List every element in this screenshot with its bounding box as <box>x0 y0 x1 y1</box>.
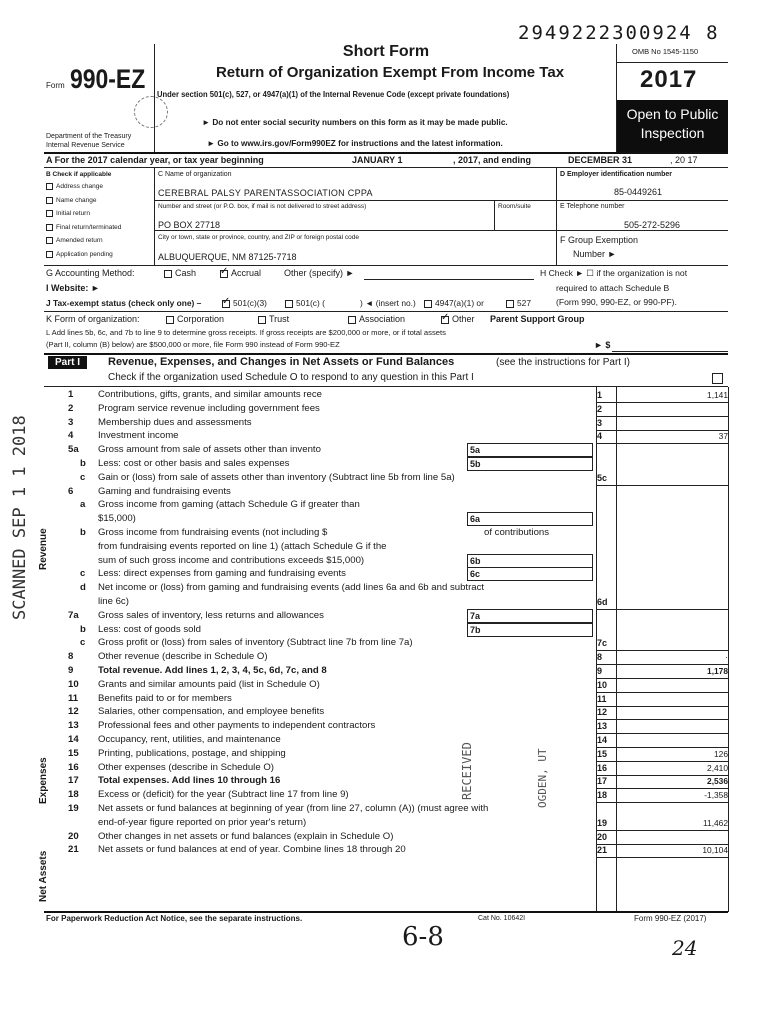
501c3-label: 501(c)(3) <box>233 298 267 308</box>
line-number: 5a <box>68 444 79 456</box>
line-amount[interactable]: 10,104 <box>702 845 728 856</box>
check-applicable-label: Address change <box>56 183 103 191</box>
line-sub: c <box>80 471 86 483</box>
street-value: PO BOX 27718 <box>158 220 221 230</box>
irs-label: Internal Revenue Service <box>46 142 125 149</box>
line-number: 17 <box>68 775 79 787</box>
checkbox-icon <box>46 197 53 204</box>
part1-line <box>0 692 770 706</box>
line-number: 19 <box>68 803 79 814</box>
mid-box-label: 6a <box>470 514 481 525</box>
line-box-number: 4 <box>597 431 603 442</box>
line-k-label: K Form of organization: <box>46 314 140 324</box>
irs-seal-icon <box>134 96 168 128</box>
line-number: 14 <box>68 734 79 745</box>
line-description: Less: cost of goods sold <box>98 623 201 635</box>
part1-line <box>0 498 770 512</box>
line-amount[interactable]: 126 <box>714 748 728 759</box>
4947-checkbox[interactable] <box>424 298 484 308</box>
part1-line <box>0 664 770 678</box>
line-description: Less: cost or other basis and sales expenses <box>98 458 290 469</box>
checkbox-icon <box>46 183 53 190</box>
line-sub: c <box>80 568 86 580</box>
line-number: 13 <box>68 720 79 732</box>
form-prefix: Form <box>46 81 65 90</box>
part1-line <box>0 788 770 802</box>
line-description: Membership dues and assessments <box>98 416 252 428</box>
line-description: Printing, publications, postage, and shipping <box>98 747 286 759</box>
line-amount[interactable]: 11,462 <box>703 817 728 828</box>
form-under: Under section 501(c), 527, or 4947(a)(1) of the Internal Revenue Code (except private foundations) <box>157 90 510 99</box>
line-box-number: 14 <box>597 735 608 745</box>
line-box-number: 13 <box>597 721 608 732</box>
line-number: 6 <box>68 485 74 497</box>
part1-line <box>0 733 770 747</box>
part1-line <box>0 843 770 857</box>
ein-value: 85-0449261 <box>614 187 663 197</box>
line-number: 3 <box>68 416 74 428</box>
line-description: Other expenses (describe in Schedule O) <box>98 761 274 773</box>
group-exemption-label: F Group Exemption <box>560 235 639 245</box>
mid-amount-box[interactable] <box>467 512 593 526</box>
line-l-arrow: ► $ <box>594 340 611 350</box>
part1-line <box>0 457 770 471</box>
part1-line <box>0 830 770 844</box>
phone-value: 505-272-5296 <box>624 220 681 230</box>
check-applicable-item[interactable] <box>46 183 103 190</box>
line-box-number: 20 <box>597 831 608 842</box>
part1-line <box>0 471 770 485</box>
line-description: Gross income from gaming (attach Schedule G if greater than <box>98 499 360 511</box>
part1-line <box>0 747 770 761</box>
part1-line <box>0 761 770 775</box>
line-description: Excess or (deficit) for the year (Subtract line 17 from line 9) <box>98 789 349 801</box>
part1-line <box>0 650 770 664</box>
line-description: Grants and similar amounts paid (list in Schedule O) <box>98 678 320 690</box>
line-j-label: J Tax-exempt status (check only one) – <box>46 298 202 308</box>
part1-line <box>0 443 770 457</box>
part1-line <box>0 595 770 609</box>
line-number: 18 <box>68 789 79 801</box>
line-number: 15 <box>68 747 79 759</box>
line-number: 4 <box>68 430 74 442</box>
501c-label: 501(c) ( <box>296 298 325 308</box>
line-a-begin: JANUARY 1 <box>352 155 403 165</box>
line-a-mid: , 2017, and ending <box>453 155 532 165</box>
mid-box-label: 7a <box>470 610 481 621</box>
scanned-stamp: SCANNED SEP 1 1 2018 <box>10 415 30 620</box>
part1-line <box>0 623 770 637</box>
handwritten-page: 24 <box>672 936 698 960</box>
501c-checkbox[interactable] <box>285 298 325 308</box>
inspection: Inspection <box>640 125 705 141</box>
part1-line <box>0 636 770 650</box>
line-description: Investment income <box>98 430 179 442</box>
footer-cat: Cat No. 10642I <box>478 915 526 922</box>
part1-line <box>0 512 770 526</box>
line-l-2: (Part II, column (B) below) are $500,000 or more, file Form 990 instead of Form 990-EZ <box>46 340 340 349</box>
line-box-number: 7c <box>597 638 608 649</box>
line-box-number: 1 <box>597 390 603 400</box>
line-sub: a <box>80 499 86 511</box>
line-h-2: required to attach Schedule B <box>556 283 670 293</box>
mid-amount-box[interactable] <box>467 623 593 637</box>
schedule-o-checkbox[interactable] <box>712 373 723 384</box>
line-number: 7a <box>68 609 79 621</box>
part1-line <box>0 388 770 402</box>
department-label: Department of the Treasury <box>46 133 132 140</box>
line-description: Contributions, gifts, grants, and similar amounts rece <box>98 389 322 400</box>
line-box-number: 2 <box>597 403 603 414</box>
checkbox-icon <box>46 251 53 258</box>
checkbox-icon <box>46 237 53 244</box>
group-number-label: Number ► <box>573 249 617 259</box>
part1-tag: Part I <box>48 356 87 369</box>
street-label: Number and street (or P.O. box, if mail is not delivered to street address) <box>158 203 367 210</box>
check-applicable-label: Application pending <box>56 250 113 258</box>
line-box-number: 10 <box>597 679 608 690</box>
city-label: City or town, state or province, country, and ZIP or foreign postal code <box>158 234 359 241</box>
527-checkbox[interactable] <box>506 298 531 308</box>
line-description: Benefits paid to or for members <box>98 692 232 704</box>
org-name: CEREBRAL PALSY PARENTASSOCIATION CPPA <box>158 188 373 198</box>
mid-amount-box[interactable] <box>467 457 593 471</box>
mid-box-label: 7b <box>470 624 481 635</box>
line-box-number: 8 <box>597 652 603 663</box>
line-description: Salaries, other compensation, and employee benefits <box>98 706 325 718</box>
501c3-checkbox[interactable] <box>222 298 267 308</box>
form-subtitle: Return of Organization Exempt From Income Tax <box>215 64 565 81</box>
ogden-stamp: OGDEN, UT <box>536 748 549 808</box>
line-amount[interactable]: 2,536 <box>707 776 728 787</box>
line-number: 9 <box>68 665 74 676</box>
corp-checkbox[interactable] <box>166 314 224 324</box>
line-amount[interactable]: · <box>725 652 728 663</box>
mid-box-label: 5b <box>470 459 481 469</box>
line-box-number: 21 <box>597 845 608 856</box>
part1-line <box>0 774 770 788</box>
line-sub: b <box>80 527 86 538</box>
line-description: Net assets or fund balances at end of year. Combine lines 18 through 20 <box>98 844 406 856</box>
line-description: line 6c) <box>98 596 129 607</box>
line-h-1: H Check ► ☐ if the organization is not <box>540 268 688 278</box>
line-box-number: 18 <box>597 790 608 801</box>
city-value: ALBUQUERQUE, NM 87125-7718 <box>158 252 297 262</box>
line-box-number: 17 <box>597 776 608 787</box>
line-amount[interactable]: 2,410 <box>707 762 728 773</box>
check-applicable-item[interactable] <box>46 251 113 258</box>
line-number: 20 <box>68 830 79 842</box>
other-method-label: Other (specify) ► <box>284 268 355 278</box>
accrual-label: Accrual <box>231 268 262 278</box>
line-description: Program service revenue including government fees <box>98 402 320 414</box>
part1-line <box>0 402 770 416</box>
part1-line <box>0 567 770 581</box>
phone-label: E Telephone number <box>560 203 625 210</box>
part1-line <box>0 802 770 816</box>
form-number: 990-EZ <box>70 64 146 94</box>
line-g-label: G Accounting Method: <box>46 268 135 278</box>
checkbox-icon <box>46 224 53 231</box>
part1-line <box>0 429 770 443</box>
check-applicable-title: B Check if applicable <box>46 171 112 178</box>
line-description: end-of-year figure reported on prior year's return) <box>98 816 307 828</box>
check-applicable-label: Final return/terminated <box>56 223 122 231</box>
line-number: 1 <box>68 389 74 400</box>
assoc-checkbox[interactable] <box>348 314 405 324</box>
website-label: I Website: ► <box>46 283 100 293</box>
trust-checkbox[interactable] <box>258 314 289 324</box>
mid-box-label: 6b <box>470 555 481 566</box>
line-a-end: DECEMBER 31 <box>568 155 633 165</box>
part1-title-tail: (see the instructions for Part I) <box>496 357 630 368</box>
mid-box-label: 6c <box>470 569 481 580</box>
cash-label: Cash <box>175 268 197 278</box>
part1-line <box>0 554 770 568</box>
other-org-label: Other <box>452 314 475 324</box>
line-box-number: 9 <box>597 666 603 676</box>
goto-notice: ► Go to www.irs.gov/Form990EZ for instructions and the latest information. <box>207 139 503 148</box>
line-number: 21 <box>68 844 79 856</box>
line-a-label: A For the 2017 calendar year, or tax year beginning <box>46 155 264 165</box>
accrual-checkbox[interactable] <box>220 268 261 278</box>
side-net-assets-label: Net Assets <box>38 850 49 902</box>
line-description: Other changes in net assets or fund balances (explain in Schedule O) <box>98 830 394 842</box>
line-sub: b <box>80 458 86 469</box>
line-box-number: 12 <box>597 707 608 718</box>
mid-amount-box[interactable] <box>467 443 593 457</box>
line-description: Net assets or fund balances at beginning of year (from line 27, column (A)) (must agree with <box>98 803 489 814</box>
org-name-label: C Name of organization <box>158 171 232 178</box>
line-sub: d <box>80 582 86 594</box>
part1-line <box>0 416 770 430</box>
line-amount[interactable]: 1,178 <box>707 666 728 676</box>
room-label: Room/suite <box>498 203 531 210</box>
mid-amount-box[interactable] <box>467 554 593 568</box>
check-applicable-item[interactable] <box>46 224 121 231</box>
line-description: Less: direct expenses from gaming and fundraising events <box>98 568 346 580</box>
check-applicable-item[interactable] <box>46 197 96 204</box>
form-title: Short Form <box>342 43 430 60</box>
line-box-number: 11 <box>597 693 607 704</box>
omb-number: OMB No 1545-1150 <box>632 47 699 56</box>
line-description: Total expenses. Add lines 10 through 16 <box>98 775 281 787</box>
line-box-number: 15 <box>597 748 608 759</box>
line-description: Occupancy, rent, utilities, and maintenance <box>98 734 281 745</box>
line-description: Gross profit or (loss) from sales of inventory (Subtract line 7b from line 7a) <box>98 637 413 649</box>
line-description: from fundraising events reported on line 1) (attach Schedule G if the <box>98 540 387 552</box>
part1-title: Revenue, Expenses, and Changes in Net Assets or Fund Balances <box>108 356 455 368</box>
insert-no-label: ) ◄ (insert no.) <box>360 298 416 308</box>
line-sub: c <box>80 637 86 649</box>
check-applicable-label: Name change <box>56 196 97 204</box>
line-number: 12 <box>68 706 79 718</box>
handwritten-note: 6-8 <box>402 922 444 952</box>
line-description-tail: of contributions <box>484 527 550 538</box>
line-description: Gaming and fundraising events <box>98 485 231 497</box>
part1-line <box>0 816 770 830</box>
line-amount[interactable]: 37 <box>718 431 728 442</box>
line-description: Gross amount from sale of assets other than invento <box>98 444 321 456</box>
check-applicable-item[interactable] <box>46 210 90 217</box>
part1-line <box>0 719 770 733</box>
line-description: $15,000) <box>98 513 136 525</box>
assoc-label: Association <box>359 314 406 324</box>
line-number: 11 <box>68 692 79 704</box>
part1-line <box>0 678 770 692</box>
trust-label: Trust <box>269 314 290 324</box>
received-stamp: RECEIVED <box>460 742 474 800</box>
other-org-value: Parent Support Group <box>490 314 585 324</box>
check-applicable-label: Initial return <box>56 210 90 218</box>
527-label: 527 <box>517 298 531 308</box>
line-description: sum of such gross income and contributions exceeds $15,000) <box>98 554 365 566</box>
mid-box-label: 5a <box>470 445 481 456</box>
check-applicable-label: Amended return <box>56 237 103 245</box>
line-amount[interactable]: 1,141 <box>707 390 728 400</box>
ssn-notice: ► Do not enter social security numbers on this form as it may be made public. <box>202 118 508 127</box>
line-number: 10 <box>68 678 79 690</box>
mid-amount-box[interactable] <box>467 567 593 581</box>
checkbox-icon <box>46 210 53 217</box>
cash-checkbox[interactable] <box>164 268 196 278</box>
side-expenses-label: Expenses <box>38 757 49 804</box>
part1-line <box>0 485 770 499</box>
line-sub: b <box>80 623 86 635</box>
part1-line <box>0 609 770 623</box>
line-description: Gain or (loss) from sale of assets other than inventory (Subtract line 5b from line 5a) <box>98 471 455 483</box>
line-a-tail: , 20 17 <box>670 155 698 165</box>
dln-number: 2949222300924 8 <box>518 22 720 44</box>
other-org-checkbox[interactable] <box>441 314 475 324</box>
line-description: Gross income from fundraising events (not including $ <box>98 527 328 538</box>
part1-line <box>0 526 770 540</box>
line-number: 16 <box>68 761 79 773</box>
ein-label: D Employer identification number <box>560 171 673 178</box>
mid-amount-box[interactable] <box>467 609 593 623</box>
check-applicable-item[interactable] <box>46 237 103 244</box>
part1-line <box>0 581 770 595</box>
footer-form: Form 990-EZ (2017) <box>634 914 707 923</box>
line-l-1: L Add lines 5b, 6c, and 7b to line 9 to determine gross receipts. If gross receipts are $200,000 or more, or if total assets <box>46 328 446 337</box>
open-to-public: Open to Public <box>626 106 719 122</box>
part1-line <box>0 540 770 554</box>
line-description: Other revenue (describe in Schedule O) <box>98 651 268 663</box>
line-description: Professional fees and other payments to independent contractors <box>98 720 376 732</box>
line-box-number: 19 <box>597 817 608 828</box>
corp-label: Corporation <box>177 314 225 324</box>
line-description: Net income or (loss) from gaming and fundraising events (add lines 6a and 6b and subtract <box>98 582 485 594</box>
line-h-3: (Form 990, 990-EZ, or 990-PF). <box>556 297 677 307</box>
tax-year: 2017 <box>640 66 698 93</box>
part1-line <box>0 705 770 719</box>
line-box-number: 5c <box>597 472 608 483</box>
line-box-number: 16 <box>597 762 608 773</box>
footer-paperwork: For Paperwork Reduction Act Notice, see the separate instructions. <box>46 914 303 923</box>
line-number: 8 <box>68 651 74 663</box>
part1-check-text: Check if the organization used Schedule O to respond to any question in this Part I <box>108 372 474 383</box>
line-box-number: 3 <box>597 417 603 428</box>
line-description: Gross sales of inventory, less returns and allowances <box>98 609 324 621</box>
line-amount[interactable]: -1,358 <box>704 790 728 801</box>
4947-label: 4947(a)(1) or <box>435 298 484 308</box>
line-number: 2 <box>68 402 74 414</box>
line-description: Total revenue. Add lines 1, 2, 3, 4, 5c, 6d, 7c, and 8 <box>98 665 327 676</box>
side-revenue-label: Revenue <box>38 528 49 570</box>
line-box-number: 6d <box>597 597 608 607</box>
